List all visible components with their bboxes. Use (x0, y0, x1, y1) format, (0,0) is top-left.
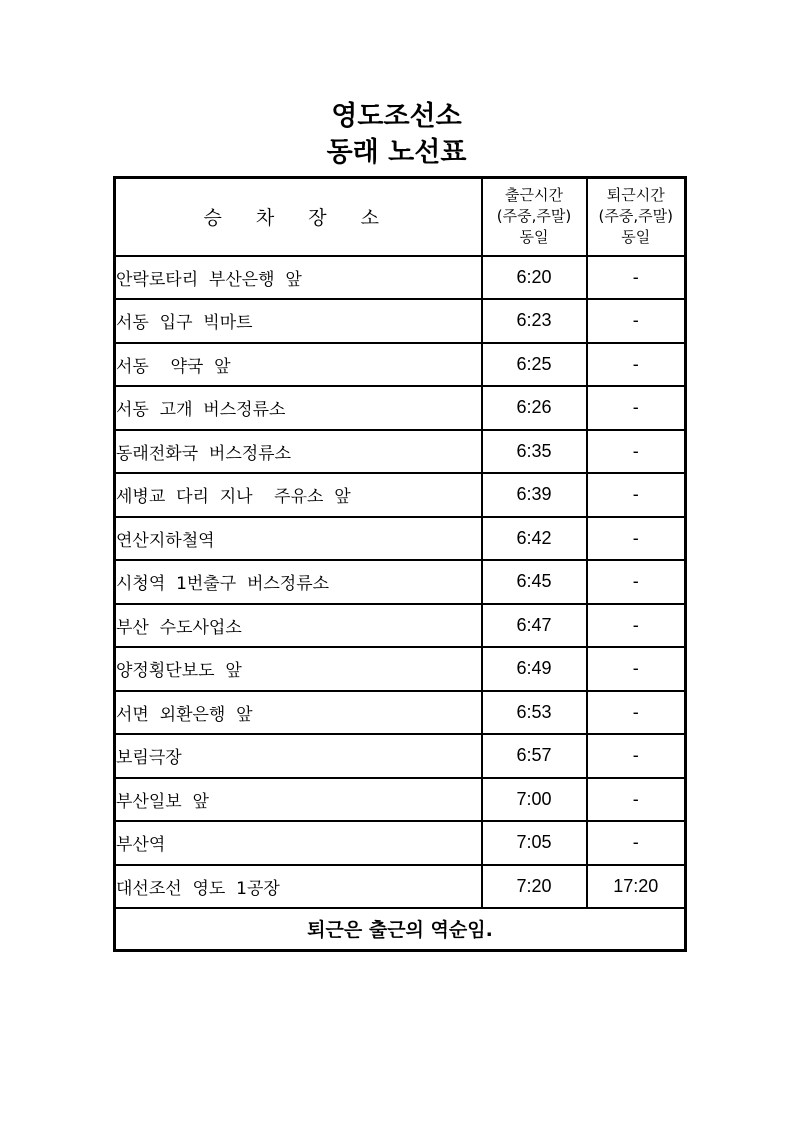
footer-note: 퇴근은 출근의 역순임. (115, 908, 686, 950)
return-time: - (587, 343, 686, 387)
return-time: - (587, 604, 686, 648)
title-line-2: 동래 노선표 (326, 137, 467, 168)
stop-column-header: 승 차 장 소 (115, 178, 482, 256)
return-time: - (587, 778, 686, 822)
table-row (115, 517, 686, 561)
stop-name: 안락로타리 부산은행 앞 (115, 256, 482, 300)
stop-name: 서동 입구 빅마트 (115, 299, 482, 343)
table-row (115, 299, 686, 343)
departure-time: 6:39 (482, 473, 587, 517)
table-row (115, 430, 686, 474)
departure-time: 7:20 (482, 865, 587, 909)
return-time: - (587, 734, 686, 778)
return-time: - (587, 560, 686, 604)
table-row (115, 821, 686, 865)
header-row (115, 178, 686, 256)
table-row (115, 778, 686, 822)
stop-name: 서동 고개 버스정류소 (115, 386, 482, 430)
departure-header-line: 동일 (519, 228, 549, 247)
stop-name: 보림극장 (115, 734, 482, 778)
stop-name: 시청역 1번출구 버스정류소 (115, 560, 482, 604)
table-row (115, 604, 686, 648)
return-header-line: 동일 (621, 228, 651, 247)
stop-name: 동래전화국 버스정류소 (115, 430, 482, 474)
route-table (113, 176, 687, 952)
table-row (115, 343, 686, 387)
return-column-header (587, 178, 686, 256)
return-time: - (587, 299, 686, 343)
stop-name: 부산역 (115, 821, 482, 865)
departure-time: 6:53 (482, 691, 587, 735)
return-header-line: 퇴근시간 (606, 186, 665, 205)
stop-name: 부산 수도사업소 (115, 604, 482, 648)
stop-name: 세병교 다리 지나 주유소 앞 (115, 473, 482, 517)
stop-name: 부산일보 앞 (115, 778, 482, 822)
stop-name: 대선조선 영도 1공장 (115, 865, 482, 909)
table-row (115, 691, 686, 735)
departure-time: 6:47 (482, 604, 587, 648)
table-row (115, 256, 686, 300)
departure-header-line: 출근시간 (505, 186, 563, 205)
return-time: - (587, 691, 686, 735)
departure-time: 6:45 (482, 560, 587, 604)
departure-time: 7:05 (482, 821, 587, 865)
return-time: - (587, 821, 686, 865)
departure-time: 6:49 (482, 647, 587, 691)
return-time: - (587, 386, 686, 430)
stop-name: 서동 약국 앞 (115, 343, 482, 387)
stop-name: 양정횡단보도 앞 (115, 647, 482, 691)
departure-time: 6:25 (482, 343, 587, 387)
stop-name: 서면 외환은행 앞 (115, 691, 482, 735)
departure-time: 6:57 (482, 734, 587, 778)
table-row (115, 734, 686, 778)
footer-row (115, 908, 686, 950)
table-row (115, 473, 686, 517)
return-header-line: (주중,주말) (598, 207, 673, 226)
table-row (115, 386, 686, 430)
table-row (115, 647, 686, 691)
return-time: - (587, 256, 686, 300)
title-line-1: 영도조선소 (331, 101, 462, 132)
return-time: - (587, 517, 686, 561)
departure-header-line: (주중,주말) (496, 207, 572, 226)
return-time: - (587, 647, 686, 691)
table-row (115, 865, 686, 909)
departure-time: 6:42 (482, 517, 587, 561)
table-row (115, 560, 686, 604)
return-time: 17:20 (587, 865, 686, 909)
departure-time: 6:35 (482, 430, 587, 474)
departure-column-header (482, 178, 587, 256)
departure-time: 6:20 (482, 256, 587, 300)
return-time: - (587, 430, 686, 474)
return-time: - (587, 473, 686, 517)
stop-name: 연산지하철역 (115, 517, 482, 561)
departure-time: 6:23 (482, 299, 587, 343)
departure-time: 7:00 (482, 778, 587, 822)
departure-time: 6:26 (482, 386, 587, 430)
